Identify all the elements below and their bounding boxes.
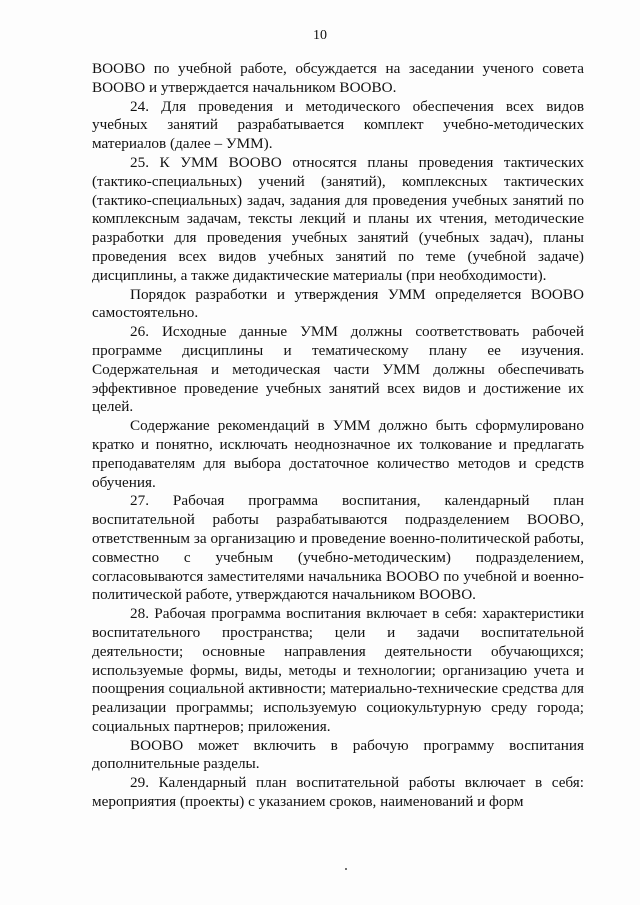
paragraph-29: 29. Календарный план воспитательной работы включает в себя: мероприятия (проекты) с указанием сроков, наименований и форм	[92, 774, 584, 811]
paragraph-recommendations: Содержание рекомендаций в УММ должно быть сформулировано кратко и понятно, исключать неоднозначное их толкование и предлагать преподавателям для выбора достаточное количество методов и средств обучения.	[92, 417, 584, 491]
paragraph-24: 24. Для проведения и методического обеспечения всех видов учебных занятий разрабатывается комплект учебно-методических материалов (далее – УММ).	[92, 97, 584, 153]
paragraph-additional-sections: ВООВО может включить в рабочую программу воспитания дополнительные разделы.	[92, 736, 584, 773]
paragraph-27: 27. Рабочая программа воспитания, календарный план воспитательной работы разрабатываются подразделением ВООВО, ответственным за организацию и проведение военно-политической работы, совместно с учебным (учебно-методическим) подразделением, согласовываются заместителями начальника ВООВО по учебной и военно-политической работе, утверждаются начальником ВООВО.	[92, 492, 584, 604]
document-body	[92, 60, 584, 812]
paragraph-umm-procedure: Порядок разработки и утверждения УММ определяется ВООВО самостоятельно.	[92, 285, 584, 322]
paragraph-continuation: ВООВО по учебной работе, обсуждается на заседании ученого совета ВООВО и утверждается начальником ВООВО.	[92, 60, 584, 96]
scan-speck	[345, 868, 347, 870]
paragraph-25: 25. К УММ ВООВО относятся планы проведения тактических (тактико-специальных) учений (занятий), комплексных тактических (тактико-специальных) задач, задания для проведения учебных занятий по комплексным задачам, тексты лекций и планы их чтения, методические разработки для проведения учебных занятий (учебных задач), планы проведения всех видов учебных занятий по теме (учебной задаче) дисциплины, а также дидактические материалы (при необходимости).	[92, 153, 584, 284]
paragraph-26: 26. Исходные данные УММ должны соответствовать рабочей программе дисциплины и тематическому плану ее изучения. Содержательная и методическая части УММ должны обеспечивать эффективное проведение учебных занятий всех видов и достижение их целей.	[92, 323, 584, 416]
page-number: 10	[313, 28, 327, 43]
paragraph-28: 28. Рабочая программа воспитания включает в себя: характеристики воспитательного пространства; цели и задачи воспитательной деятельности; основные направления деятельности обучающихся; используемые формы, виды, методы и технологии; организацию учета и поощрения социальной активности; материально-технические средства для реализации программы; используемую социокультурную среду города; социальных партнеров; приложения.	[92, 605, 584, 735]
